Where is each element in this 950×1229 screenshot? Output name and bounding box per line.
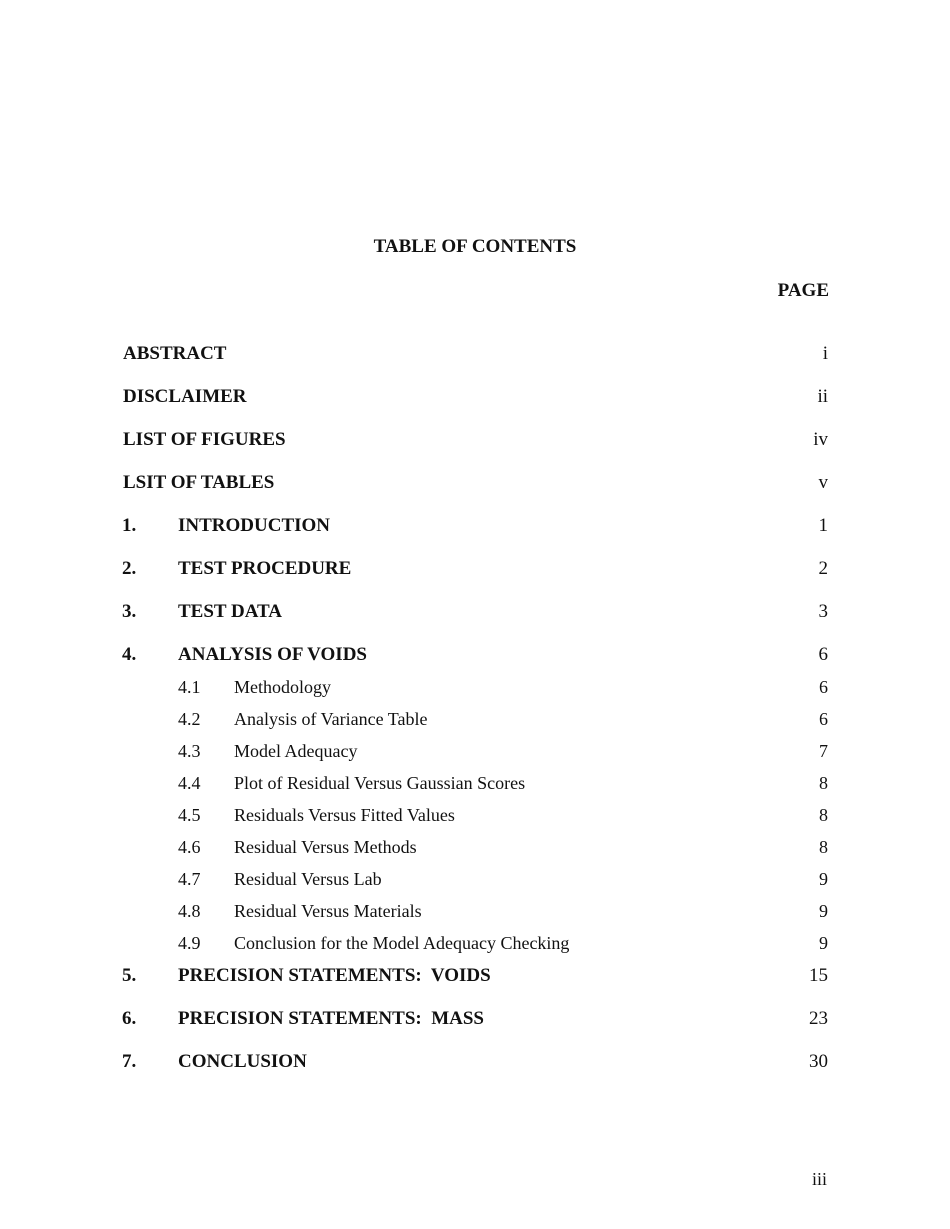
toc-subsection xyxy=(0,837,950,863)
toc-section-2 xyxy=(0,558,950,584)
toc-subsection-page: 6 xyxy=(819,677,828,697)
toc-entry-page: ii xyxy=(817,386,828,407)
toc-subsection-page: 8 xyxy=(819,805,828,825)
toc-subsection-number: 4.5 xyxy=(178,805,201,825)
toc-section-page: 1 xyxy=(818,515,828,536)
toc-section-page: 3 xyxy=(818,601,828,622)
toc-subsection xyxy=(0,741,950,767)
toc-subsection-number: 4.6 xyxy=(178,837,201,857)
toc-entry-page: i xyxy=(822,343,828,364)
toc-subsection-number: 4.9 xyxy=(178,933,201,953)
toc-section-page: 2 xyxy=(818,558,828,579)
toc-entry-page: v xyxy=(818,472,828,493)
page-column-header: PAGE xyxy=(777,280,829,301)
toc-subsection-label: Analysis of Variance Table xyxy=(234,709,428,729)
toc-section-label: CONCLUSION xyxy=(178,1051,307,1072)
toc-entry-disclaimer xyxy=(0,386,950,412)
toc-section-page: 30 xyxy=(809,1051,828,1072)
toc-section-page: 15 xyxy=(809,965,828,986)
toc-entry-page: iv xyxy=(813,429,828,450)
toc-subsection xyxy=(0,773,950,799)
toc-subsection-page: 9 xyxy=(819,901,828,921)
toc-section-label: TEST PROCEDURE xyxy=(178,558,352,579)
toc-entry-abstract xyxy=(0,343,950,369)
toc-section-number: 2. xyxy=(122,558,137,579)
toc-section-3 xyxy=(0,601,950,627)
toc-subsection xyxy=(0,869,950,895)
toc-subsection-label: Residual Versus Methods xyxy=(234,837,417,857)
toc-section-5 xyxy=(0,965,950,991)
toc-subsection-label: Residuals Versus Fitted Values xyxy=(234,805,455,825)
toc-subsection-label: Methodology xyxy=(234,677,331,697)
toc-section-number: 7. xyxy=(122,1051,137,1072)
toc-subsection xyxy=(0,677,950,703)
toc-subsection-number: 4.2 xyxy=(178,709,201,729)
toc-subsection-label: Residual Versus Materials xyxy=(234,901,422,921)
toc-section-7 xyxy=(0,1051,950,1077)
toc-subsection-page: 8 xyxy=(819,773,828,793)
toc-subsection xyxy=(0,901,950,927)
toc-entry-list-of-figures xyxy=(0,429,950,455)
toc-section-label: INTRODUCTION xyxy=(178,515,331,536)
toc-subsection-label: Plot of Residual Versus Gaussian Scores xyxy=(234,773,526,793)
toc-section-6 xyxy=(0,1008,950,1034)
toc-entry-label: LSIT OF TABLES xyxy=(123,472,275,493)
footer-page-number: iii xyxy=(811,1169,827,1189)
toc-subsection-number: 4.3 xyxy=(178,741,201,761)
toc-section-page: 23 xyxy=(809,1008,828,1029)
toc-subsection-page: 8 xyxy=(819,837,828,857)
page-title: TABLE OF CONTENTS xyxy=(373,236,577,257)
toc-subsection-number: 4.7 xyxy=(178,869,201,889)
toc-section-4 xyxy=(0,644,950,670)
toc-subsection-label: Conclusion for the Model Adequacy Checking xyxy=(234,933,570,953)
toc-subsection-number: 4.1 xyxy=(178,677,201,697)
toc-section-label: PRECISION STATEMENTS: VOIDS xyxy=(178,965,491,986)
toc-subsection-label: Residual Versus Lab xyxy=(234,869,382,889)
toc-section-number: 6. xyxy=(122,1008,137,1029)
toc-section-number: 1. xyxy=(122,515,137,536)
toc-subsection-page: 6 xyxy=(819,709,828,729)
toc-section-number: 3. xyxy=(122,601,137,622)
toc-subsection-number: 4.4 xyxy=(178,773,201,793)
toc-subsection-page: 7 xyxy=(819,741,828,761)
toc-entry-label: ABSTRACT xyxy=(123,343,227,364)
toc-entry-list-of-tables xyxy=(0,472,950,498)
toc-subsection-number: 4.8 xyxy=(178,901,201,921)
toc-section-1 xyxy=(0,515,950,541)
toc-section-label: TEST DATA xyxy=(178,601,283,622)
toc-entry-label: DISCLAIMER xyxy=(123,386,247,407)
toc-section-label: ANALYSIS OF VOIDS xyxy=(178,644,367,665)
toc-subsection xyxy=(0,933,950,959)
toc-subsection-page: 9 xyxy=(819,933,828,953)
toc-section-number: 4. xyxy=(122,644,137,665)
toc-section-label: PRECISION STATEMENTS: MASS xyxy=(178,1008,484,1029)
toc-subsection xyxy=(0,709,950,735)
toc-entry-label: LIST OF FIGURES xyxy=(123,429,286,450)
toc-section-page: 6 xyxy=(818,644,828,665)
toc-subsection xyxy=(0,805,950,831)
toc-subsection-page: 9 xyxy=(819,869,828,889)
toc-section-number: 5. xyxy=(122,965,137,986)
toc-subsection-label: Model Adequacy xyxy=(234,741,358,761)
